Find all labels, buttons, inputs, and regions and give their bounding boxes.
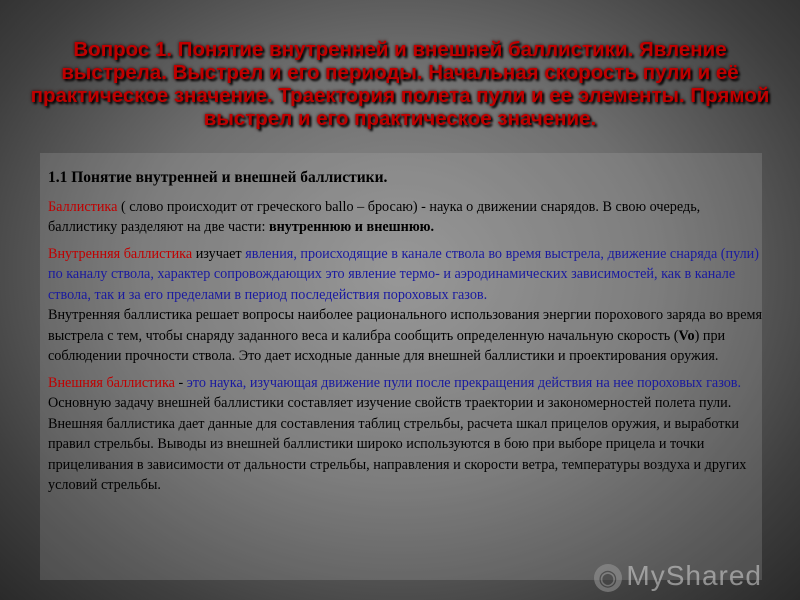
logo-icon: ◉ (594, 564, 622, 592)
paragraph-text: ) при соблюдении прочности ствола. Это дает исходные данные для внешней баллистики и проектирования оружия. (48, 327, 726, 364)
term-origin: ( слово происходит от греческого ballo – бросаю) (117, 198, 418, 215)
dash: - (174, 374, 187, 391)
paragraph-internal (48, 244, 764, 306)
watermark-logo (594, 560, 762, 592)
paragraph-external (48, 373, 764, 496)
paragraph-verb: изучает (192, 245, 246, 262)
term-external-ballistics: Внешняя баллистика (48, 374, 175, 391)
slide-body (48, 168, 764, 496)
internal-definition: явления, происходящие в канале ствола во время выстрела, движение снаряда (пули) по каналу ствола, характер сопровождающих это явление термо- и аэродинамических зависимостей, как в канале ствола, так и за его пределами в период последействия пороховых газов. (48, 245, 759, 303)
paragraph-text: - наука о движении снарядов. В свою очередь, баллистику разделяют на две части: (48, 198, 701, 235)
velocity-symbol: Vo (678, 327, 695, 344)
term-internal-ballistics: Внутренняя баллистика (48, 245, 193, 262)
paragraph-text: Внутренняя баллистика решает вопросы наиболее рационального использования энергии порохового заряда во время выстрела с тем, чтобы снаряду заданного веса и калибра сообщить определенную начальную скорость ( (48, 307, 763, 344)
external-definition: это наука, изучающая движение пули после прекращения действия на нее пороховых газов. (186, 374, 742, 391)
paragraph-internal-tasks (48, 305, 764, 367)
watermark-text: MyShared (626, 560, 762, 591)
paragraph-text: Основную задачу внешней баллистики составляет изучение свойств траектории и закономерностей полета пули. Внешняя баллистика дает данные для составления таблиц стрельбы, расчета шкал прицелов оружия, и выработки правил стрельбы. Выводы из внешней баллистики широко используются в бою при выборе прицела и точки прицеливания в зависимости от дальности стрельбы, направления и скорости ветра, температуры воздуха и других условий стрельбы. (48, 395, 747, 493)
slide-title: Вопрос 1. Понятие внутренней и внешней баллистики. Явление выстрела. Выстрел и его периоды. Начальная скорость пули и её практическое значение. Траектория полета пули и ее элементы. Прямой выстрел и его практическое значение. (30, 38, 770, 130)
term-ballistics: Баллистика (48, 198, 118, 215)
emphasis-text: внутреннюю и внешнюю. (268, 219, 435, 235)
paragraph-ballistics (48, 197, 764, 238)
section-heading: 1.1 Понятие внутренней и внешней баллистики. (48, 169, 388, 186)
